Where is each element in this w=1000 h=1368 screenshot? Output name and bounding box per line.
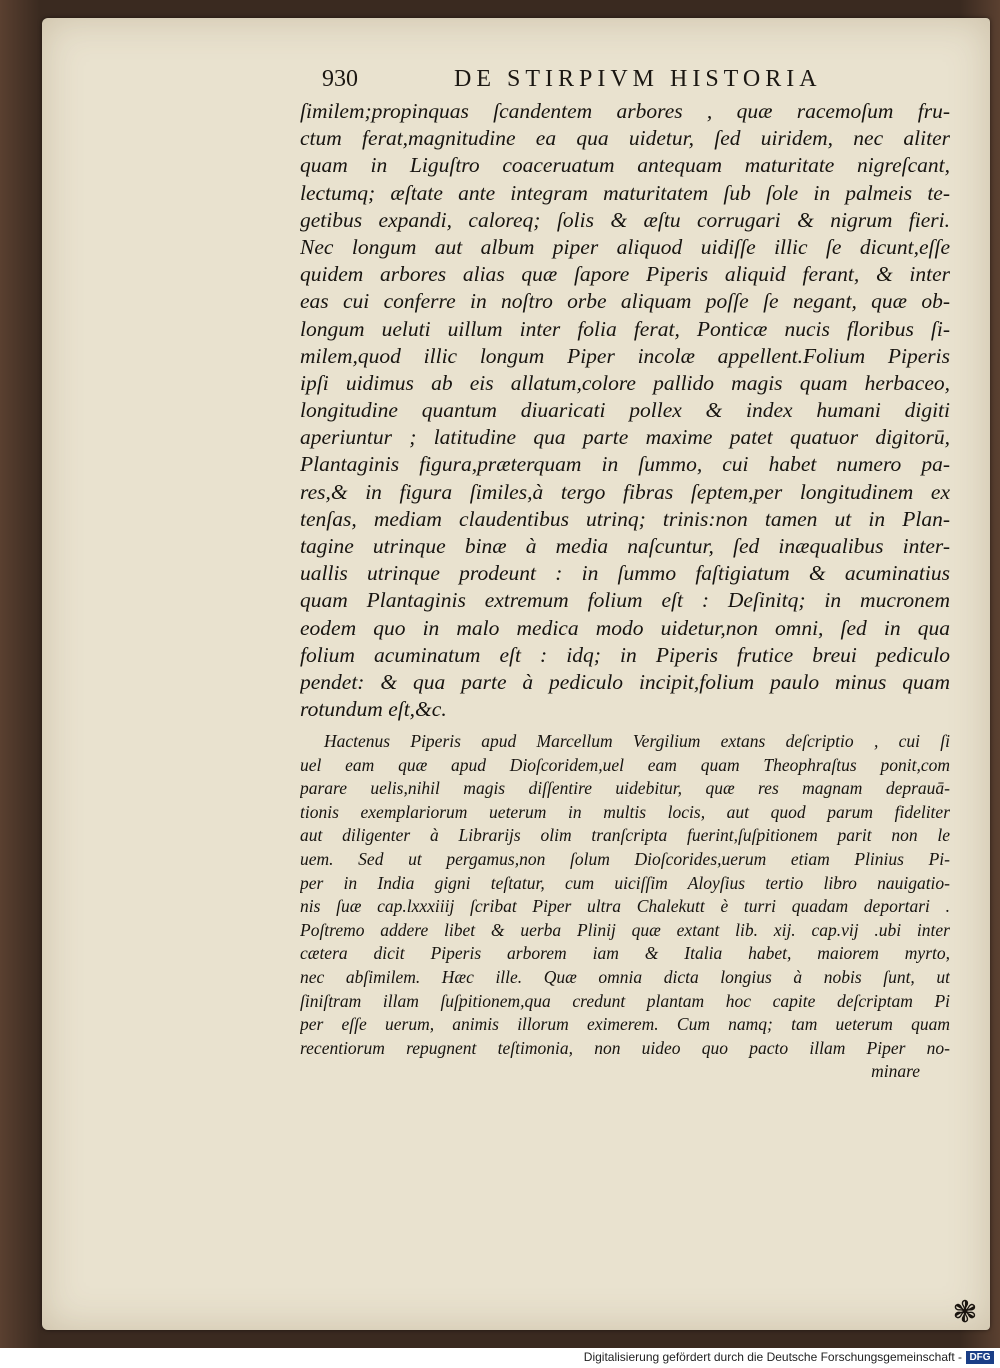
text-line: ſiniſtram illam ſuſpitionem,qua credunt plantam hoc capite deſcriptam Pi: [300, 990, 950, 1011]
text-line: ſimilem;propinquas ſcandentem arbores , quæ racemoſum fru-: [300, 99, 950, 123]
page-header: [322, 66, 832, 96]
text-line: Poſtremo addere libet & uerba Plinij quæ extant lib. xij. cap.vij .ubi inter: [300, 919, 950, 940]
text-line: eas cui conferre in noſtro orbe aliquam poſſe ſe negant, quæ ob-: [300, 289, 950, 314]
text-line: per eſſe uerum, animis illorum eximerem. Cum namq; tam ueterum quam: [300, 1014, 950, 1035]
text-line: getibus expandi, caloreq; ſolis & æſtu corrugari & nigrum fieri.: [300, 207, 950, 232]
running-title: DE STIRPIVM HISTORIA: [454, 66, 822, 92]
text-line: tionis exemplariorum ueterum in multis locis, aut quod parum fideliter: [300, 801, 950, 822]
text-line: ipſi uidimus ab eis allatum,colore pallido magis quam herbaceo,: [300, 370, 950, 395]
text-line: uem. Sed ut pergamus,non ſolum Dioſcorides,uerum etiam Plinius Pi-: [300, 848, 950, 869]
text-line: nec abſimilem. Hæc ille. Quæ omnia dicta longius à nobis ſunt, ut: [300, 966, 950, 987]
text-line: res,& in figura ſimiles,à tergo fibras ſeptem,per longitudinem ex: [300, 479, 950, 504]
text-line: longum ueluti uillum inter folia ferat, Ponticæ nucis floribus ſi-: [300, 316, 950, 341]
text-line: quidem arbores alias quæ ſapore Piperis aliquid ferant, & inter: [300, 262, 950, 287]
text-line: tenſas, mediam claudentibus utrinq; trinis:non tamen ut in Plan-: [300, 506, 950, 531]
text-line: cætera dicit Piperis arborem iam & Italia habet, maiorem myrto,: [300, 943, 950, 964]
text-line: uel eam quæ apud Dioſcoridem,uel eam quam Theophraſtus ponit,com: [300, 754, 950, 775]
text-line: recentiorum repugnent teſtimonia, non uideo quo pacto illam Piper no-: [300, 1037, 950, 1058]
printers-ornament-icon: ❃: [952, 1295, 978, 1330]
dfg-logo-icon: DFG: [966, 1351, 994, 1364]
footer-credit: Digitalisierung gefördert durch die Deutsche Forschungsgemeinschaft -: [583, 1350, 962, 1364]
text-line: folium acuminatum eſt : idq; in Piperis frutice breui pediculo: [300, 642, 950, 667]
text-line: parare uelis,nihil magis diſſentire uidebitur, quæ res magnam deprauā-: [300, 778, 950, 799]
text-line: nis ſuæ cap.lxxxiiij ſcribat Piper ultra Chalekutt è turri quadam deportari .: [300, 896, 950, 917]
text-line: quam Plantaginis extremum folium eſt : Deſinitq; in mucronem: [300, 588, 950, 613]
text-line: per in India gigni teſtatur, cum uiciſſim Aloyſius tertio libro nauigatio-: [300, 872, 950, 893]
text-line: aut diligenter à Librarijs olim tranſcripta fuerint,ſuſpitionem parit non le: [300, 825, 950, 846]
text-line: uallis utrinque prodeunt : in ſummo faſtigiatum & acuminatius: [300, 561, 950, 586]
text-line: aperiuntur ; latitudine qua parte maxime patet quatuor digitorū,: [300, 425, 950, 450]
paragraph-1: [300, 98, 950, 723]
text-line: pendet: & qua parte à pediculo incipit,folium paulo minus quam: [300, 669, 950, 694]
text-line: eodem quo in malo medica modo uidetur,non omni, ſed in qua: [300, 615, 950, 640]
text-line: longitudine quantum diuaricati pollex & index humani digiti: [300, 398, 950, 423]
catchword: minare: [871, 1061, 920, 1082]
text-line: Plantaginis figura,præterquam in ſummo, cui habet numero pa-: [300, 452, 950, 477]
text-line: rotundum eſt,&c.: [300, 697, 447, 722]
text-line: quam in Liguſtro coaceruatum antequam maturitate nigreſcant,: [300, 153, 950, 178]
text-line: lectumq; æſtate ante integram maturitatem ſub ſole in palmeis te-: [300, 180, 950, 205]
text-line: Hactenus Piperis apud Marcellum Vergilium extans deſcriptio , cui ſi: [324, 731, 950, 751]
text-line: milem,quod illic longum Piper incolæ appellent.Folium Piperis: [300, 343, 950, 368]
text-line: tagine utrinque binæ à media naſcuntur, ſed inæqualibus inter-: [300, 534, 950, 558]
paragraph-2: [300, 730, 950, 1084]
text-line: Nec longum aut album piper aliquod uidiſſe illic ſe dicunt,eſſe: [300, 234, 950, 259]
page-number: 930: [322, 66, 358, 92]
text-line: ctum ferat,magnitudine ea qua uidetur, ſed uiridem, nec aliter: [300, 126, 950, 151]
